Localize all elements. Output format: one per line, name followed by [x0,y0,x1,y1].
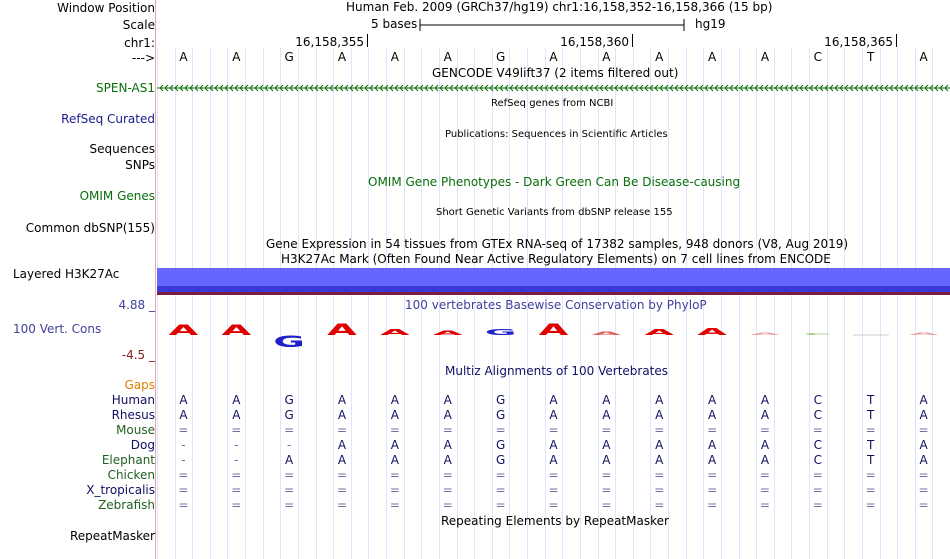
alignment-base: A [655,393,664,407]
dbsnp-track-label[interactable]: Common dbSNP(155) [25,221,155,235]
reference-base: A [707,50,717,64]
phylop-letter: G [484,327,517,338]
alignment-base: = [178,483,189,497]
species-label-x_tropicalis[interactable]: X_tropicalis [86,483,155,497]
alignment-base: = [178,468,189,482]
alignment-base: = [601,423,612,437]
scale-label: Scale [122,18,155,32]
reference-base: A [443,50,452,64]
alignment-base: C [813,453,823,467]
phylop-letter: A [697,326,727,338]
alignment-base: = [548,468,559,482]
reference-base: A [549,50,558,64]
multiz-track-title: Multiz Alignments of 100 Vertebrates [445,364,669,378]
window-position-label: Window Position [57,1,155,15]
alignment-base: T [867,408,875,422]
alignment-base: A [707,438,717,452]
alignment-base: = [548,483,559,497]
cons-max-label: 4.88 _ [118,298,155,312]
refseq-track-title: RefSeq genes from NCBI [491,98,614,109]
track-labels-panel [0,0,155,559]
coordinate-label: 16,158,355 [295,35,364,49]
h3k27ac-signal-main[interactable] [157,268,950,286]
alignment-base: = [918,468,929,482]
alignment-base: = [759,468,770,482]
chrom-label: chr1: [124,36,155,50]
alignment-base: = [231,468,242,482]
phylop-letter: A [432,329,463,337]
coordinate-label: 16,158,360 [560,35,629,49]
alignment-base: = [707,468,718,482]
alignment-base: A [337,393,347,407]
phylop-letter: A [221,321,252,339]
alignment-base: - [286,438,292,452]
reference-base: A [390,50,399,64]
gencode-track-title: GENCODE V49lift37 (2 items filtered out) [432,66,679,80]
alignment-base: = [337,468,348,482]
strand-arrow-label: ---> [131,51,155,65]
reference-base: A [760,50,770,64]
phylop-letter: G [273,332,305,351]
alignment-base: A [390,408,399,422]
alignment-base: = [918,483,929,497]
alignment-base: = [284,423,295,437]
alignment-base: = [231,483,242,497]
alignment-base: = [759,423,770,437]
alignment-base: A [655,438,664,452]
panel-divider [155,0,156,559]
species-label-dog[interactable]: Dog [130,438,155,452]
phylop-letter: A [168,321,199,339]
species-label-zebrafish[interactable]: Zebrafish [98,498,155,512]
alignment-base: A [443,393,452,407]
species-label-elephant[interactable]: Elephant [101,453,155,467]
alignment-base: = [389,468,400,482]
reference-base: T [867,50,875,64]
alignment-base: A [285,453,294,467]
phylop-letter: C [803,332,832,336]
alignment-base: = [918,498,929,512]
alignment-base: A [602,408,611,422]
alignment-base: A [549,408,558,422]
alignment-base: A [707,408,717,422]
scale-bar [419,17,687,33]
alignment-base: = [812,468,823,482]
phylop-track-title: 100 vertebrates Basewise Conservation by PhyloP [405,298,707,312]
alignment-base: A [760,453,770,467]
repeatmasker-track-label[interactable]: RepeatMasker [69,529,155,543]
snps-track-label[interactable]: SNPs [125,158,155,172]
alignment-base: = [654,483,665,497]
alignment-base: = [337,483,348,497]
alignment-base: = [442,483,453,497]
species-label-mouse[interactable]: Mouse [116,423,155,437]
species-label-chicken[interactable]: Chicken [107,468,155,482]
alignment-base: A [390,453,399,467]
alignment-base: = [442,498,453,512]
gaps-label: Gaps [124,378,155,392]
alignment-base: A [760,393,770,407]
alignment-base: C [813,393,823,407]
alignment-base: A [443,453,452,467]
alignment-base: - [181,453,186,467]
reference-base: G [495,50,506,64]
alignment-base: A [179,408,188,422]
alignment-base: A [337,408,347,422]
dbsnp-track-title: Short Genetic Variants from dbSNP release 155 [436,207,673,218]
alignment-base: = [284,468,295,482]
alignment-base: A [390,393,399,407]
alignment-base: = [548,423,559,437]
alignment-base: = [812,498,823,512]
alignment-base: = [495,423,506,437]
alignment-base: A [919,453,928,467]
alignment-base: - [234,438,239,452]
alignment-base: = [812,483,823,497]
alignment-base: A [337,453,347,467]
alignment-base: A [179,393,188,407]
alignment-base: = [918,423,929,437]
cons-min-label: -4.5 _ [121,348,155,362]
conservation-track-label[interactable]: 100 Vert. Cons [13,322,102,336]
alignment-base: = [865,498,876,512]
phylop-letter: A [327,320,357,339]
alignment-base: T [867,393,875,407]
coordinate-tick [896,34,897,47]
alignment-base: A [443,408,452,422]
alignment-base: = [178,498,189,512]
coordinate-tick [632,34,633,47]
alignment-base: A [232,393,241,407]
alignment-base: = [495,483,506,497]
alignment-base: = [759,483,770,497]
phylop-letter: A [750,332,780,336]
alignment-base: A [655,408,664,422]
alignment-base: G [495,408,506,422]
alignment-base: - [234,453,239,467]
alignment-base: = [284,498,295,512]
alignment-base: C [813,408,823,422]
alignment-base: A [549,438,558,452]
alignment-base: A [337,438,347,452]
alignment-base: = [231,498,242,512]
alignment-base: T [867,438,875,452]
alignment-base: G [495,438,506,452]
alignment-base: = [337,498,348,512]
alignment-base: = [654,468,665,482]
alignment-base: A [602,453,611,467]
species-label-rhesus[interactable]: Rhesus [111,408,155,422]
reference-base: C [813,50,823,64]
alignment-base: = [601,468,612,482]
alignment-base: A [760,408,770,422]
gene-label-spen-as1[interactable]: SPEN-AS1 [96,81,155,95]
alignment-base: G [284,408,294,422]
h3k27ac-track-title: H3K27Ac Mark (Often Found Near Active Regulatory Elements) on 7 cell lines from ENCODE [281,252,831,266]
alignment-base: = [865,468,876,482]
species-label-human[interactable]: Human [111,393,155,407]
reference-base: A [655,50,664,64]
reference-base: A [919,50,928,64]
scale-text: 5 bases [371,17,418,31]
alignment-base: G [495,393,506,407]
alignment-base: A [390,438,399,452]
spen-as1-gene-model[interactable] [157,81,950,95]
alignment-base: G [284,393,294,407]
gtex-track-title: Gene Expression in 54 tissues from GTEx RNA-seq of 17382 samples, 948 donors (V8, Aug 2019) [266,237,849,251]
assembly-label: hg19 [695,17,726,31]
alignment-base: A [549,393,558,407]
alignment-base: A [602,438,611,452]
h3k27ac-signal-edge [157,292,950,295]
alignment-base: = [865,483,876,497]
alignment-base: = [654,423,665,437]
alignment-base: = [495,468,506,482]
coordinate-label: 16,158,365 [824,35,893,49]
track-image[interactable] [157,0,950,559]
alignment-base: C [813,438,823,452]
sequences-track-label[interactable]: Sequences [89,142,155,156]
reference-base: A [179,50,188,64]
refseq-track-label[interactable]: RefSeq Curated [61,112,155,126]
alignment-base: A [707,453,717,467]
reference-base: A [337,50,347,64]
alignment-base: A [919,438,928,452]
alignment-base: = [601,483,612,497]
alignment-base: = [601,498,612,512]
omim-track-label[interactable]: OMIM Genes [79,189,155,203]
alignment-base: A [919,393,928,407]
alignment-base: T [867,453,875,467]
phylop-letter: A [538,320,569,339]
alignment-base: = [865,423,876,437]
alignment-base: A [549,453,558,467]
alignment-base: = [707,498,718,512]
alignment-base: = [389,423,400,437]
alignment-base: = [759,498,770,512]
alignment-base: = [707,423,718,437]
alignment-base: A [602,393,611,407]
alignment-base: = [548,498,559,512]
phylop-letter: A [644,327,675,338]
phylop-letter: A [380,327,410,338]
alignment-base: A [443,438,452,452]
alignment-base: = [654,498,665,512]
alignment-base: = [707,483,718,497]
reference-base: A [232,50,241,64]
repeatmasker-track-title: Repeating Elements by RepeatMasker [441,514,669,528]
phylop-letter: A [591,330,622,337]
alignment-base: = [337,423,348,437]
alignment-base: A [707,393,717,407]
alignment-base: A [760,438,770,452]
reference-base: G [284,50,294,64]
phylop-conservation-plot[interactable] [157,316,950,356]
alignment-base: G [495,453,506,467]
phylop-letter: A [908,332,939,336]
reference-base: A [602,50,611,64]
omim-track-title: OMIM Gene Phenotypes - Dark Green Can Be Disease-causing [368,175,741,189]
alignment-base: = [284,483,295,497]
alignment-base: A [919,408,928,422]
position-text: Human Feb. 2009 (GRCh37/hg19) chr1:16,158,352-16,158,366 (15 bp) [346,0,773,14]
alignment-base: = [495,498,506,512]
alignment-base: = [231,423,242,437]
alignment-base: = [389,498,400,512]
h3k27ac-track-label[interactable]: Layered H3K27Ac [13,267,120,281]
alignment-base: A [655,453,664,467]
coordinate-tick [367,34,368,47]
alignment-base: = [812,423,823,437]
alignment-base: = [442,423,453,437]
alignment-base: A [232,408,241,422]
publications-track-title: Publications: Sequences in Scientific Articles [445,129,668,140]
alignment-base: = [442,468,453,482]
alignment-base: = [178,423,189,437]
alignment-base: = [389,483,400,497]
alignment-base: - [181,438,186,452]
